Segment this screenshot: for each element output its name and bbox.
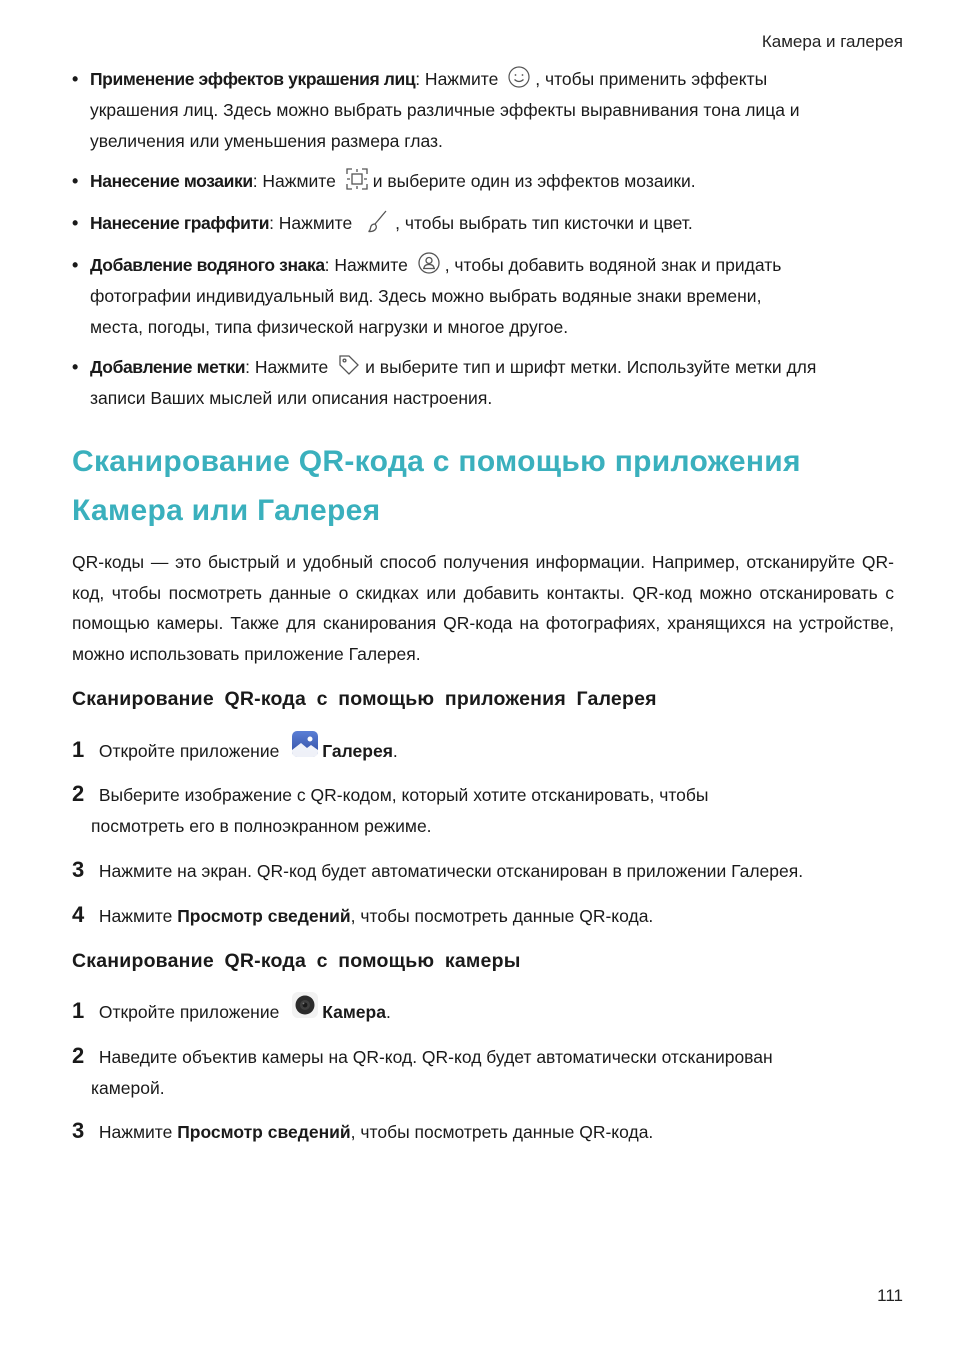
section-heading: Сканирование QR-кода с помощью приложения Камера или Галерея	[72, 445, 801, 527]
page-number: 111	[877, 1286, 903, 1305]
gallery-step-1: 1 Откройте приложение Галерея.	[72, 734, 902, 770]
bullet-graffiti: • Нанесение граффити: Нажмите , чтобы выбрать тип кисточки и цвет.	[72, 208, 894, 239]
view-details-label: Просмотр сведений	[177, 1122, 351, 1142]
view-details-label: Просмотр сведений	[177, 906, 351, 926]
bullet-watermark: • Добавление водяного знака: Нажмите , чтобы добавить водяной знак и придать фотографии индивидуальный вид. Здесь можно выбрать водяные знаки времени, места, погоды, типа физической нагрузки и многое другое.	[72, 250, 894, 343]
bullet-dot: •	[72, 171, 79, 191]
bullet-title: Применение эффектов украшения лиц	[90, 69, 416, 89]
gallery-step-4: 4 Нажмите Просмотр сведений, чтобы посмотреть данные QR-кода.	[72, 902, 654, 927]
camera-step-3: 3 Нажмите Просмотр сведений, чтобы посмотреть данные QR-кода.	[72, 1118, 654, 1143]
camera-step-1: 1 Откройте приложение Камера.	[72, 995, 902, 1031]
gallery-app-name: Галерея	[322, 741, 393, 761]
bullet-title: Добавление водяного знака	[90, 255, 325, 275]
gallery-app-icon	[292, 731, 318, 767]
bullet-dot: •	[72, 213, 79, 233]
brush-icon	[367, 209, 389, 233]
bullet-tag: • Добавление метки: Нажмите и выберите тип и шрифт метки. Используйте метки для записи Ваших мыслей или описания настроения.	[72, 352, 894, 414]
bullet-title: Нанесение граффити	[90, 213, 270, 233]
bullet-face-effects: • Применение эффектов украшения лиц: Нажмите , чтобы применить эффекты украшения лиц. Здесь можно выбрать различные эффекты выравнивания тона лица и увеличения или уменьшения размера глаз.	[72, 64, 894, 157]
camera-subheading: Сканирование QR-кода с помощью камеры	[72, 950, 521, 972]
mosaic-icon	[345, 167, 369, 191]
intro-paragraph: QR-коды — это быстрый и удобный способ получения информации. Например, отсканируйте QR-код, чтобы посмотреть данные о скидках или добавить контакты. QR-код можно отсканировать с помощью камеры. Также для сканирования QR-кода на фотографиях, хранящихся на устройстве, можно использовать приложение Галерея.	[72, 552, 894, 664]
tag-icon	[337, 353, 361, 377]
running-header: Камера и галерея	[761, 32, 903, 51]
bullet-dot: •	[72, 69, 79, 89]
bullet-dot: •	[72, 255, 79, 275]
bullet-title: Нанесение мозаики	[90, 171, 253, 191]
gallery-step-2: 2 Выберите изображение с QR-кодом, который хотите отсканировать, чтобы посмотреть его в полноэкранном режиме.	[72, 781, 709, 836]
watermark-icon	[417, 251, 441, 275]
bullet-mosaic: • Нанесение мозаики: Нажмите и выберите один из эффектов мозаики.	[72, 166, 894, 197]
bullet-dot: •	[72, 357, 79, 377]
bullet-title: Добавление метки	[90, 357, 246, 377]
smiley-icon	[507, 65, 531, 89]
camera-step-2: 2 Наведите объектив камеры на QR-код. QR-код будет автоматически отсканирован камерой.	[72, 1043, 773, 1098]
camera-app-name: Камера	[322, 1002, 386, 1022]
gallery-step-3: 3 Нажмите на экран. QR-код будет автоматически отсканирован в приложении Галерея.	[72, 857, 804, 882]
gallery-subheading: Сканирование QR-кода с помощью приложения Галерея	[72, 688, 657, 710]
camera-app-icon	[292, 992, 318, 1028]
